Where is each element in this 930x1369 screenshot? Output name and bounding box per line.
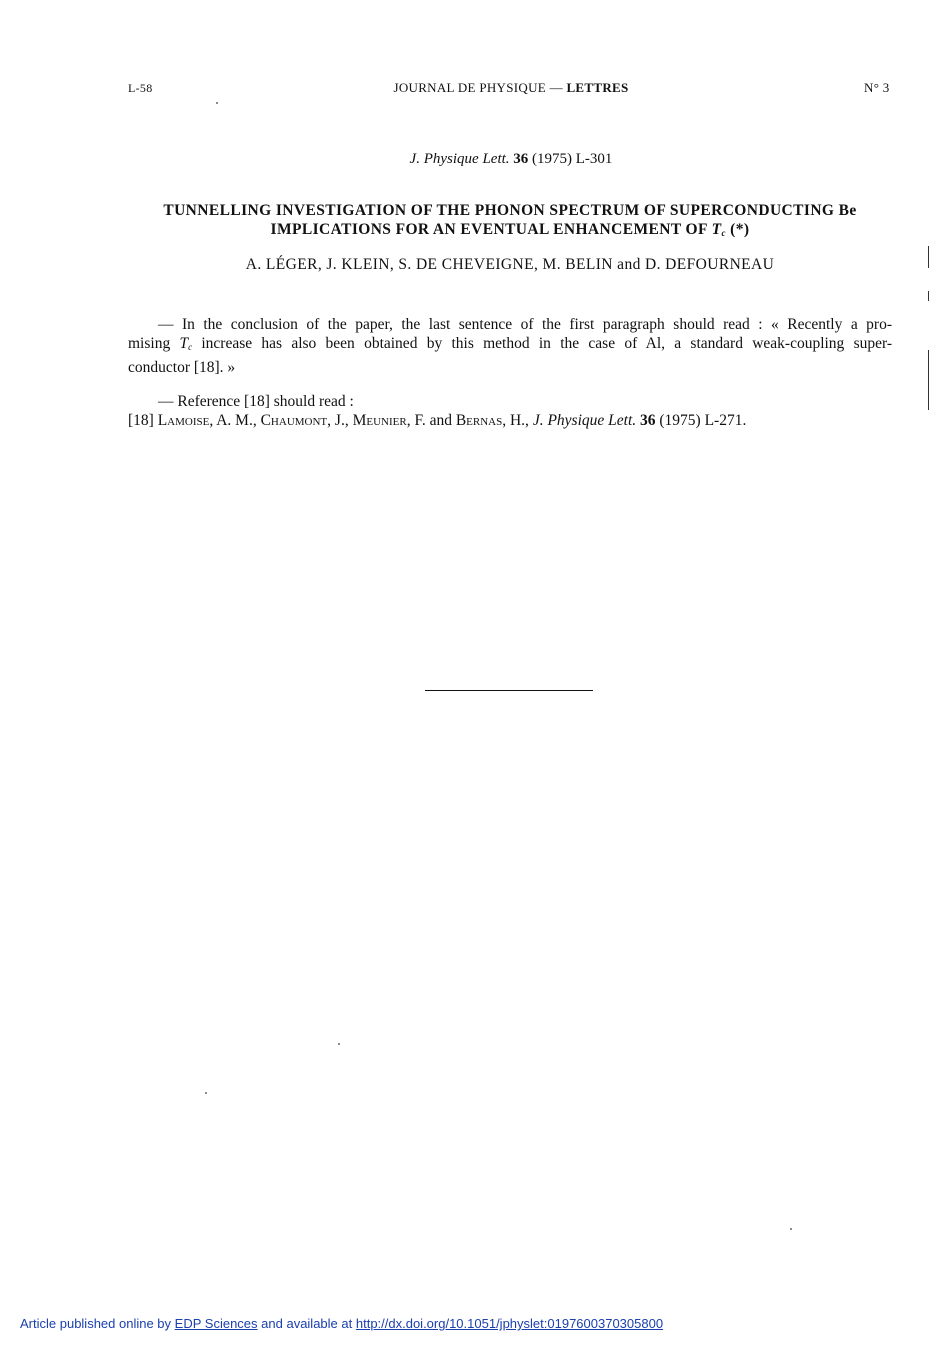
paper-title-line-2	[120, 220, 900, 243]
erratum-line-1: — In the conclusion of the paper, the last sentence of the first paragraph should read : « Recently a pro-	[158, 316, 892, 333]
scan-speck	[338, 1043, 340, 1045]
reference-number: [18]	[128, 412, 154, 430]
scan-edge-mark	[928, 350, 929, 410]
erratum-line-3: conductor [18]. »	[128, 358, 236, 376]
journal-section: LETTRES	[566, 80, 629, 95]
doi-link[interactable]: http://dx.doi.org/10.1051/jphyslet:0197600370305800	[355, 1316, 664, 1331]
page-number: L-58	[128, 81, 153, 95]
scan-speck	[790, 1228, 792, 1230]
paper-title-line-1: TUNNELLING INVESTIGATION OF THE PHONON SPECTRUM OF SUPERCONDUCTING Be	[163, 202, 857, 219]
erratum-line-2: mising $T_c$ increase has also been obtained by this method in the case of Al, a standard weak-coupling super-	[128, 335, 892, 353]
publication-footer	[20, 1316, 663, 1332]
scan-speck	[216, 102, 218, 104]
reference-correction	[128, 392, 892, 431]
authors: A. LÉGER, J. KLEIN, S. DE CHEVEIGNE, M. BELIN and D. DEFOURNEAU	[245, 256, 775, 273]
reference-entry: [18] Lamoise, A. M., Chaumont, J., Meunier, F. and Bernas, H., J. Physique Lett. 36 (1975) L-271.	[128, 412, 747, 430]
citation	[0, 150, 930, 168]
publisher-link[interactable]: EDP Sciences	[174, 1316, 258, 1331]
citation-volume: 36	[513, 151, 529, 167]
citation-rest: (1975) L-301	[532, 151, 613, 167]
scan-speck	[205, 1092, 207, 1094]
footer-middle: and available at	[261, 1316, 353, 1331]
journal-running-head	[0, 80, 930, 96]
scan-edge-mark	[928, 291, 929, 301]
end-rule-divider	[425, 690, 593, 691]
journal-name: JOURNAL DE PHYSIQUE —	[393, 80, 563, 95]
tc-symbol: $T_c$	[711, 221, 726, 238]
title-asterisk: (*)	[730, 221, 750, 238]
scan-edge-mark	[928, 246, 929, 268]
title-line-2-text: IMPLICATIONS FOR AN EVENTUAL ENHANCEMENT OF	[270, 221, 708, 238]
citation-journal: J. Physique Lett.	[409, 151, 510, 167]
issue-number: N° 3	[864, 80, 890, 95]
footer-prefix: Article published online by	[20, 1316, 172, 1331]
erratum-paragraph	[128, 315, 892, 377]
reference-intro: — Reference [18] should read :	[158, 393, 354, 410]
